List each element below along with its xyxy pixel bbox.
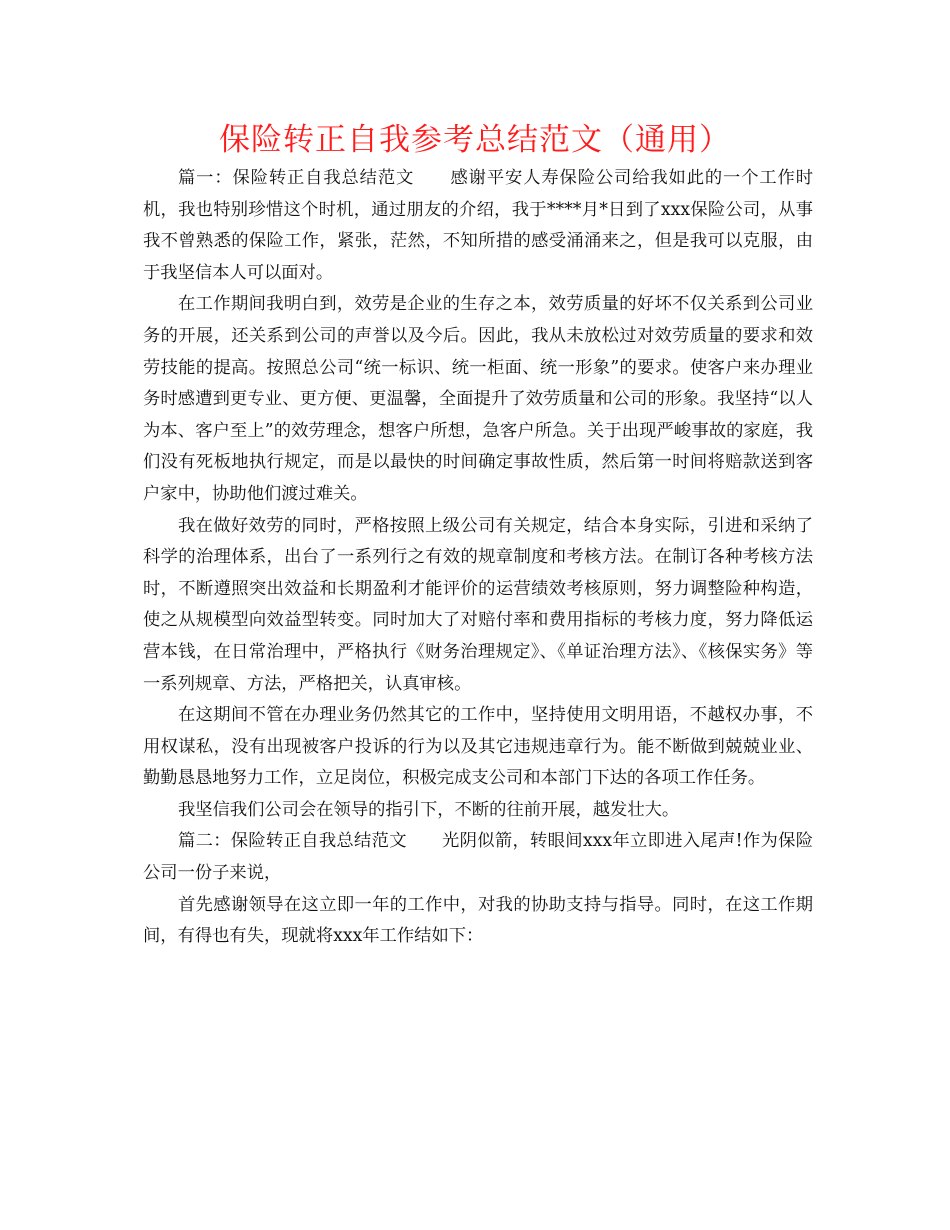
document-title: 保险转正自我参考总结范文（通用） bbox=[219, 122, 731, 158]
paragraph-1: 篇一：保险转正自我总结范文 感谢平安人寿保险公司给我如此的一个工作时机，我也特别珍惜这个时机，通过朋友的介绍，我于****月*日到了xxx保险公司，从事我不曾熟悉的保险工作，紧张，茫然，不知所措的感受涌涌来之，但是我可以克服，由于我坚信本人可以面对。 bbox=[143, 168, 813, 283]
paragraph-5: 我坚信我们公司会在领导的指引下，不断的往前开展，越发壮大。 bbox=[178, 799, 680, 820]
paragraph-4: 在这期间不管在办理业务仍然其它的工作中，坚持使用文明用语，不越权办事，不用权谋私，没有出现被客户投诉的行为以及其它违规违章行为。能不断做到兢兢业业、勤勤恳恳地努力工作，立足岗位，积极完成支公司和本部门下达的各项工作任务。 bbox=[143, 705, 813, 789]
paragraph-7: 首先感谢领导在这立即一年的工作中，对我的协助支持与指导。同时，在这工作期间，有得也有失，现就将xxx年工作结如下： bbox=[143, 894, 813, 947]
paragraph-2: 在工作期间我明白到，效劳是企业的生存之本，效劳质量的好坏不仅关系到公司业务的开展，还关系到公司的声誉以及今后。因此，我从未放松过对效劳质量的要求和效劳技能的提高。按照总公司“统一标识、统一柜面、统一形象”的要求。使客户来办理业务时感遭到更专业、更方便、更温馨，全面提升了效劳质量和公司的形象。我坚持“以人为本、客户至上”的效劳理念，想客户所想，急客户所急。关于出现严峻事故的家庭，我们没有死板地执行规定，而是以最快的时间确定事故性质，然后第一时间将赔款送到客户家中，协助他们渡过难关。 bbox=[143, 294, 813, 504]
paragraph-3: 我在做好效劳的同时，严格按照上级公司有关规定，结合本身实际，引进和采纳了科学的治理体系，出台了一系列行之有效的规章制度和考核方法。在制订各种考核方法时，不断遵照突出效益和长期盈利才能评价的运营绩效考核原则，努力调整险种构造，使之从规模型向效益型转变。同时加大了对赔付率和费用指标的考核力度，努力降低运营本钱，在日常治理中，严格执行《财务治理规定》、《单证治理方法》、《核保实务》等一系列规章、方法，严格把关，认真审核。 bbox=[143, 515, 813, 694]
paragraph-6: 篇二：保险转正自我总结范文 光阴似箭，转眼间xxx年立即进入尾声!作为保险公司一份子来说， bbox=[143, 831, 813, 884]
document-body bbox=[143, 163, 813, 953]
